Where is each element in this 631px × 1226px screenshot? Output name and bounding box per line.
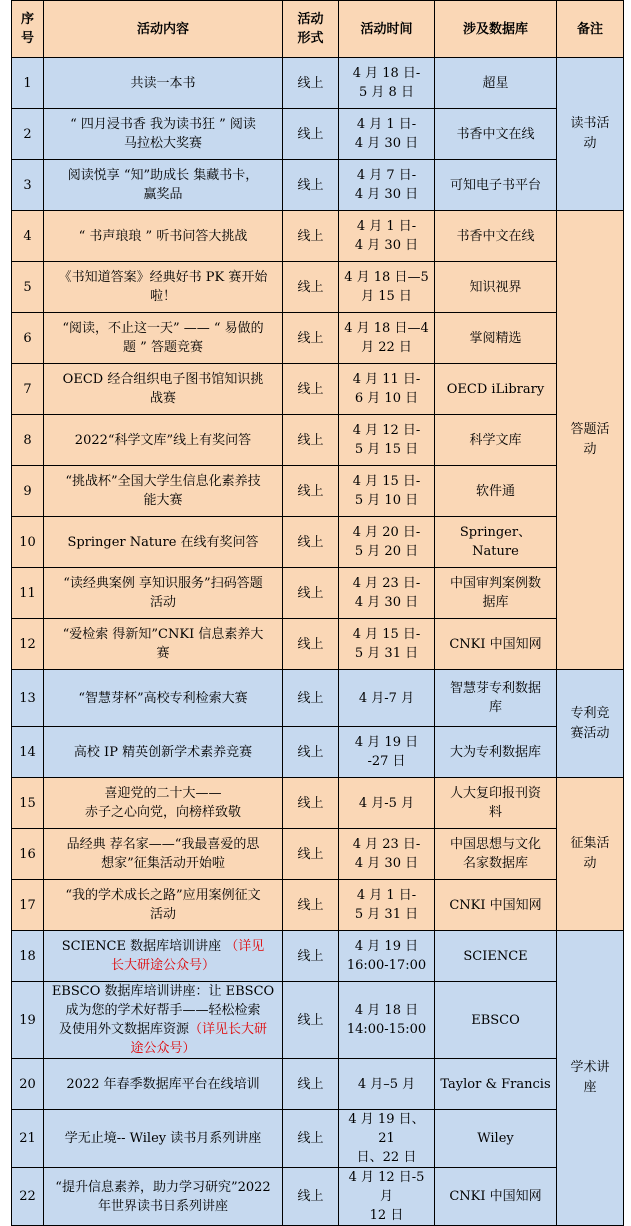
content-text: “挑战杯”全国大学生信息化素养技 能大赛 — [65, 474, 261, 508]
cell-form: 线上 — [283, 829, 339, 880]
table-body — [12, 58, 624, 1226]
table-row — [12, 415, 624, 466]
cell-seq: 13 — [12, 670, 44, 727]
cell-content — [44, 160, 283, 211]
cell-content — [44, 778, 283, 829]
cell-database: 科学文库 — [435, 415, 557, 466]
cell-form: 线上 — [283, 778, 339, 829]
cell-time: 4 月-5 月 — [339, 778, 435, 829]
cell-seq: 3 — [12, 160, 44, 211]
content-text: 2022 年春季数据库平台在线培训 — [66, 1076, 260, 1092]
cell-form: 线上 — [283, 364, 339, 415]
cell-seq: 15 — [12, 778, 44, 829]
cell-seq: 14 — [12, 727, 44, 778]
cell-form: 线上 — [283, 931, 339, 982]
table-row — [12, 619, 624, 670]
table-row — [12, 211, 624, 262]
cell-time: 4 月 1 日- 4 月 30 日 — [339, 211, 435, 262]
cell-remark: 学术讲 座 — [557, 931, 624, 1226]
cell-form: 线上 — [283, 619, 339, 670]
cell-content — [44, 1168, 283, 1226]
content-text: “我的学术成长之路”应用案例征文 活动 — [65, 888, 261, 922]
content-text: OECD 经合组织电子图书馆知识挑 战赛 — [62, 372, 264, 406]
content-text: “读经典案例 享知识服务”扫码答题 活动 — [63, 576, 263, 610]
cell-form: 线上 — [283, 262, 339, 313]
content-note: （详见长大研 途公众号） — [130, 1022, 268, 1056]
cell-form: 线上 — [283, 982, 339, 1059]
content-text: “ 四月浸书香 我为读书狂 ” 阅读 马拉松大奖赛 — [70, 117, 256, 151]
header-content: 活动内容 — [44, 1, 283, 58]
content-text: 高校 IP 精英创新学术素养竞赛 — [73, 744, 253, 760]
cell-content — [44, 415, 283, 466]
cell-seq: 5 — [12, 262, 44, 313]
cell-remark: 征集活 动 — [557, 778, 624, 931]
cell-content — [44, 982, 283, 1059]
cell-time: 4 月 23 日- 4 月 30 日 — [339, 568, 435, 619]
content-text: 《书知道答案》经典好书 PK 赛开始 啦！ — [58, 270, 268, 304]
cell-time: 4 月 15 日- 5 月 10 日 — [339, 466, 435, 517]
content-text: “提升信息素养，助力学习研究”2022 年世界读书日系列讲座 — [55, 1179, 271, 1214]
cell-database: 掌阅精选 — [435, 313, 557, 364]
cell-content — [44, 931, 283, 982]
content-text: 阅读悦享 “知”助成长 集藏书卡， 赢奖品 — [67, 168, 259, 202]
cell-form: 线上 — [283, 466, 339, 517]
cell-form: 线上 — [283, 1059, 339, 1110]
cell-remark: 专利竞 赛活动 — [557, 670, 624, 778]
cell-time: 4 月 18 日- 5 月 8 日 — [339, 58, 435, 109]
table-row — [12, 931, 624, 982]
header-seq: 序 号 — [12, 1, 44, 58]
cell-time: 4 月 15 日- 5 月 31 日 — [339, 619, 435, 670]
table-row — [12, 313, 624, 364]
content-text: “爱检索 得新知”CNKI 信息素养大 赛 — [62, 627, 264, 661]
table-row — [12, 829, 624, 880]
content-text: SCIENCE 数据库培训讲座 — [61, 939, 226, 954]
cell-content — [44, 466, 283, 517]
cell-form: 线上 — [283, 517, 339, 568]
table-row — [12, 568, 624, 619]
table-row — [12, 880, 624, 931]
cell-time: 4 月 7 日- 4 月 30 日 — [339, 160, 435, 211]
cell-database: SCIENCE — [435, 931, 557, 982]
cell-form: 线上 — [283, 211, 339, 262]
cell-content — [44, 829, 283, 880]
cell-seq: 4 — [12, 211, 44, 262]
cell-content — [44, 109, 283, 160]
table-row — [12, 982, 624, 1059]
cell-form: 线上 — [283, 160, 339, 211]
cell-time: 4 月–5 月 — [339, 1059, 435, 1110]
table-row — [12, 160, 624, 211]
cell-content — [44, 58, 283, 109]
cell-database: CNKI 中国知网 — [435, 880, 557, 931]
cell-time: 4 月 18 日—5 月 15 日 — [339, 262, 435, 313]
cell-remark: 读书活 动 — [557, 58, 624, 211]
cell-time: 4 月 1 日- 5 月 31 日 — [339, 880, 435, 931]
cell-database: Wiley — [435, 1110, 557, 1168]
cell-seq: 1 — [12, 58, 44, 109]
content-text: EBSCO 数据库培训讲座：让 EBSCO 成为您的学术好帮手——轻松检索 及使用外文数据库资源 — [51, 984, 275, 1037]
cell-seq: 2 — [12, 109, 44, 160]
header-remark: 备注 — [557, 1, 624, 58]
cell-time: 4 月 12 日- 5 月 15 日 — [339, 415, 435, 466]
cell-seq: 20 — [12, 1059, 44, 1110]
cell-time: 4 月 18 日—4 月 22 日 — [339, 313, 435, 364]
cell-seq: 21 — [12, 1110, 44, 1168]
table-row — [12, 1059, 624, 1110]
cell-database: 中国审判案例数 据库 — [435, 568, 557, 619]
table-row — [12, 109, 624, 160]
cell-database: Springer、Nature — [435, 517, 557, 568]
cell-form: 线上 — [283, 727, 339, 778]
table-row — [12, 1168, 624, 1226]
cell-seq: 7 — [12, 364, 44, 415]
content-text: 品经典 荐名家——“我最喜爱的思 想家”征集活动开始啦 — [66, 837, 260, 871]
table-row — [12, 262, 624, 313]
cell-database: 知识视界 — [435, 262, 557, 313]
cell-seq: 6 — [12, 313, 44, 364]
cell-time: 4 月-7 月 — [339, 670, 435, 727]
cell-form: 线上 — [283, 1110, 339, 1168]
header-form: 活动 形式 — [283, 1, 339, 58]
cell-form: 线上 — [283, 568, 339, 619]
cell-time: 4 月 12 日-5 月 12 日 — [339, 1168, 435, 1226]
cell-time: 4 月 1 日- 4 月 30 日 — [339, 109, 435, 160]
cell-database: Taylor & Francis — [435, 1059, 557, 1110]
cell-seq: 12 — [12, 619, 44, 670]
cell-seq: 17 — [12, 880, 44, 931]
cell-database: 大为专利数据库 — [435, 727, 557, 778]
cell-form: 线上 — [283, 313, 339, 364]
cell-database: EBSCO — [435, 982, 557, 1059]
cell-form: 线上 — [283, 670, 339, 727]
cell-content — [44, 880, 283, 931]
cell-form: 线上 — [283, 880, 339, 931]
cell-content — [44, 313, 283, 364]
cell-seq: 18 — [12, 931, 44, 982]
cell-seq: 10 — [12, 517, 44, 568]
cell-time: 4 月 18 日 14:00-15:00 — [339, 982, 435, 1059]
cell-time: 4 月 19 日、21 日、22 日 — [339, 1110, 435, 1168]
content-text: 喜迎党的二十大—— 赤子之心向党，向榜样致敬 — [84, 786, 241, 820]
cell-form: 线上 — [283, 415, 339, 466]
content-text: “ 书声琅琅 ” 听书问答大挑战 — [78, 228, 248, 244]
cell-seq: 22 — [12, 1168, 44, 1226]
table-row — [12, 364, 624, 415]
cell-database: 人大复印报刊资 料 — [435, 778, 557, 829]
content-text: “智慧芽杯”高校专利检索大赛 — [78, 690, 248, 706]
cell-time: 4 月 23 日- 4 月 30 日 — [339, 829, 435, 880]
cell-remark: 答题活 动 — [557, 211, 624, 670]
cell-time: 4 月 20 日- 5 月 20 日 — [339, 517, 435, 568]
header-time: 活动时间 — [339, 1, 435, 58]
cell-seq: 8 — [12, 415, 44, 466]
cell-time: 4 月 19 日 16:00-17:00 — [339, 931, 435, 982]
cell-database: CNKI 中国知网 — [435, 619, 557, 670]
cell-seq: 9 — [12, 466, 44, 517]
cell-content — [44, 211, 283, 262]
cell-content — [44, 619, 283, 670]
content-text: 2022“科学文库”线上有奖问答 — [74, 432, 252, 448]
cell-seq: 19 — [12, 982, 44, 1059]
table-row — [12, 1110, 624, 1168]
header-database: 涉及数据库 — [435, 1, 557, 58]
cell-content — [44, 727, 283, 778]
cell-content — [44, 517, 283, 568]
cell-database: 书香中文在线 — [435, 109, 557, 160]
cell-content — [44, 670, 283, 727]
content-text: 共读一本书 — [130, 75, 196, 91]
content-text: 学无止境-- Wiley 读书月系列讲座 — [64, 1131, 262, 1146]
table-row — [12, 517, 624, 568]
header-row — [12, 1, 624, 58]
cell-content — [44, 364, 283, 415]
cell-time: 4 月 19 日 -27 日 — [339, 727, 435, 778]
cell-content — [44, 1110, 283, 1168]
table-row — [12, 466, 624, 517]
table-row — [12, 58, 624, 109]
cell-time: 4 月 11 日- 6 月 10 日 — [339, 364, 435, 415]
cell-database: 超星 — [435, 58, 557, 109]
cell-database: CNKI 中国知网 — [435, 1168, 557, 1226]
cell-content — [44, 262, 283, 313]
cell-database: 可知电子书平台 — [435, 160, 557, 211]
cell-database: OECD iLibrary — [435, 364, 557, 415]
cell-database: 书香中文在线 — [435, 211, 557, 262]
table-row — [12, 778, 624, 829]
cell-seq: 11 — [12, 568, 44, 619]
content-note: （详见 长大研途公众号） — [110, 939, 265, 973]
table-row — [12, 670, 624, 727]
cell-form: 线上 — [283, 1168, 339, 1226]
cell-content — [44, 568, 283, 619]
table-row — [12, 727, 624, 778]
content-text: “阅读，不止这一天” —— “ 易做的 题 ” 答题竞赛 — [62, 321, 264, 355]
cell-form: 线上 — [283, 58, 339, 109]
cell-content — [44, 1059, 283, 1110]
activity-table — [11, 0, 624, 1226]
cell-database: 中国思想与文化 名家数据库 — [435, 829, 557, 880]
cell-form: 线上 — [283, 109, 339, 160]
cell-seq: 16 — [12, 829, 44, 880]
content-text: Springer Nature 在线有奖问答 — [67, 534, 259, 550]
cell-database: 智慧芽专利数据 库 — [435, 670, 557, 727]
cell-database: 软件通 — [435, 466, 557, 517]
